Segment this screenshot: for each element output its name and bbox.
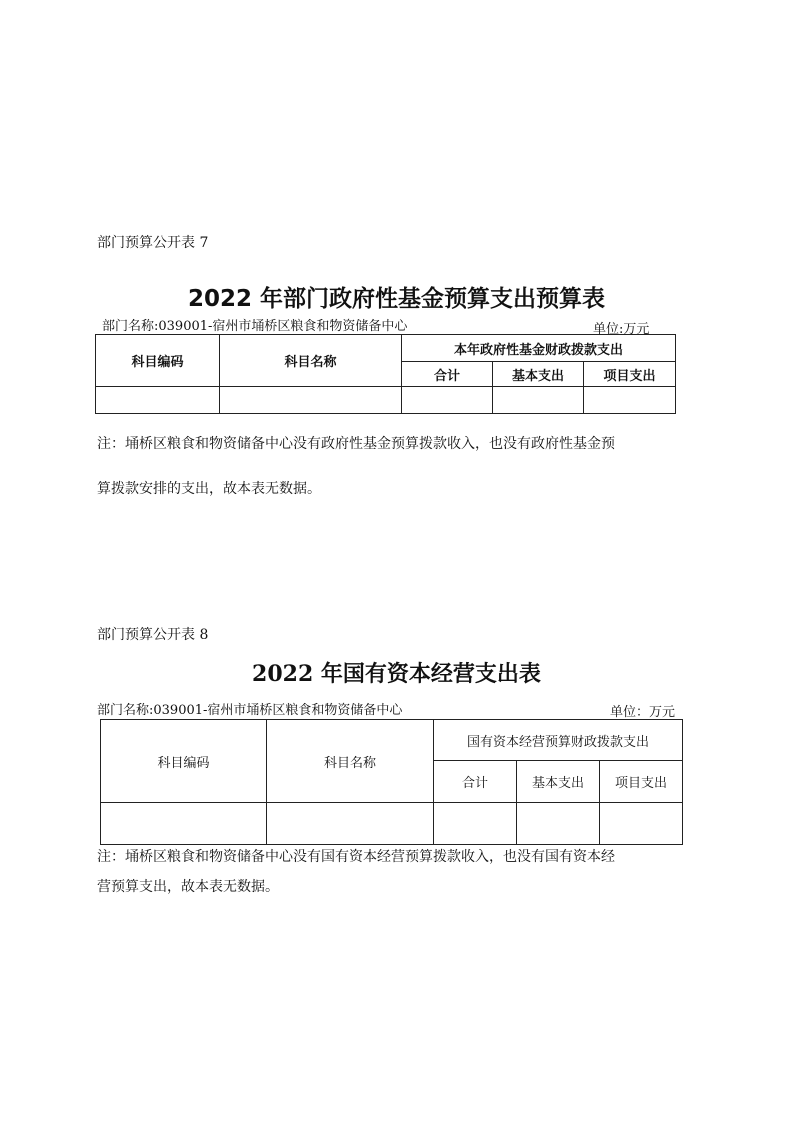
header-code: 科目编码 [96,335,220,387]
table-row [101,803,683,845]
table-label-7: 部门预算公开表 7 [97,235,209,251]
header-code: 科目编码 [101,720,267,803]
cell-empty [96,387,220,414]
header-total: 合计 [402,362,493,387]
note-7-line1: 注：埇桥区粮食和物资储备中心没有政府性基金预算拨款收入，也没有政府性基金预 [97,436,615,452]
page-title-7: 2022 年部门政府性基金预算支出预算表 [187,286,606,312]
note-8-line1: 注：埇桥区粮食和物资储备中心没有国有资本经营预算拨款收入，也没有国有资本经 [97,849,615,865]
gov-fund-table [95,334,676,414]
cell-empty [267,803,434,845]
header-row [101,720,683,761]
cell-empty [434,803,517,845]
cell-empty [101,803,267,845]
table-label-8: 部门预算公开表 8 [97,627,209,643]
department-name-7: 部门名称:039001-宿州市埇桥区粮食和物资储备中心 [102,319,408,334]
department-name-8: 部门名称:039001-宿州市埇桥区粮食和物资储备中心 [97,703,403,718]
header-basic: 基本支出 [517,761,600,803]
cell-empty [600,803,683,845]
page-title-8: 2022 年国有资本经营支出表 [252,661,541,687]
note-7-line2: 算拨款安排的支出，故本表无数据。 [97,481,321,497]
unit-label-7: 单位:万元 [593,322,650,337]
header-project: 项目支出 [584,362,676,387]
header-group: 本年政府性基金财政拨款支出 [402,335,676,362]
header-project: 项目支出 [600,761,683,803]
unit-label-8: 单位：万元 [610,705,676,720]
table-row [96,387,676,414]
header-basic: 基本支出 [493,362,584,387]
header-total: 合计 [434,761,517,803]
cell-empty [493,387,584,414]
cell-empty [517,803,600,845]
header-name: 科目名称 [267,720,434,803]
header-row [96,335,676,362]
header-name: 科目名称 [220,335,402,387]
cell-empty [402,387,493,414]
header-group: 国有资本经营预算财政拨款支出 [434,720,683,761]
cell-empty [584,387,676,414]
cell-empty [220,387,402,414]
note-8-line2: 营预算支出，故本表无数据。 [97,879,279,895]
state-capital-table [100,719,683,845]
